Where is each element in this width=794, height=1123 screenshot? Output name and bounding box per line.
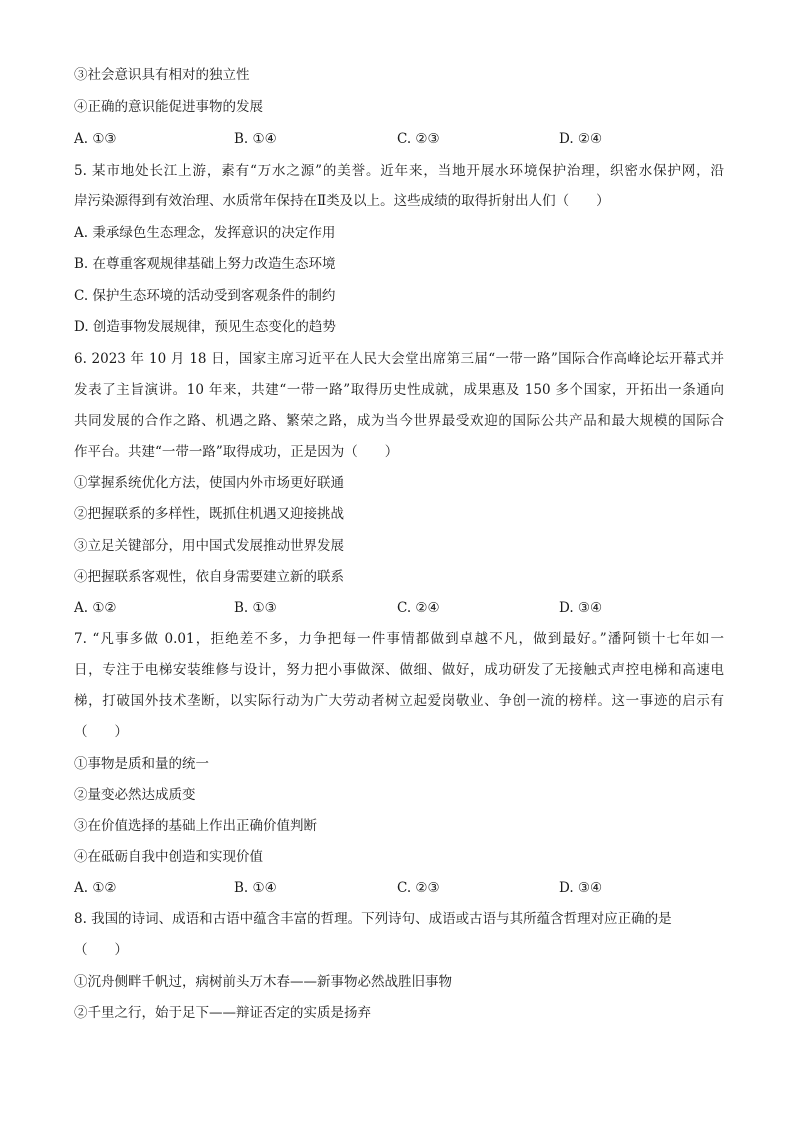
q6-statement-1: ①掌握系统优化方法，使国内外市场更好联通: [74, 475, 344, 491]
q7-statement-2: ②量变必然达成质变: [74, 787, 196, 803]
q7-statement-3: ③在价值选择的基础上作出正确价值判断: [74, 818, 317, 834]
q6-options: [74, 599, 724, 617]
q7-statement-4: ④在砥砺自我中创造和实现价值: [74, 849, 263, 865]
q6-option-b: B. ①③: [234, 600, 277, 616]
q7-stem-line-1: 7. “凡事多做 0.01，拒绝差不多，力争把每一件事情都做到卓越不凡，做到最好。”潘阿锁十七年如一: [74, 631, 724, 647]
q7-stem-line-2: 日，专注于电梯安装维修与设计，努力把小事做深、做细、做好，成功研发了无接触式声控电梯和高速电: [74, 662, 724, 678]
q7-option-b: B. ①④: [234, 880, 277, 896]
q5-stem-line-2: 岸污染源得到有效治理、水质常年保持在Ⅱ类及以上。这些成绩的取得折射出人们（ ）: [74, 193, 610, 209]
q8-statement-1: ①沉舟侧畔千帆过，病树前头万木春——新事物必然战胜旧事物: [74, 974, 452, 990]
q7-options: [74, 879, 724, 897]
q5-option-c: C. 保护生态环境的活动受到客观条件的制约: [74, 288, 336, 304]
q5-option-b: B. 在尊重客观规律基础上努力改造生态环境: [74, 256, 336, 272]
q6-stem-line-2: 发表了主旨演讲。10 年来，共建“一带一路”取得历史性成就，成果惠及 150 多个国家，开拓出一条通向: [74, 382, 724, 398]
q7-option-d: D. ③④: [559, 880, 603, 896]
q7-option-c: C. ②③: [397, 880, 440, 896]
q8-statement-2: ②千里之行，始于足下——辩证否定的实质是扬弃: [74, 1005, 371, 1021]
q4-option-a: A. ①③: [74, 131, 117, 147]
q6-stem-line-1: 6. 2023 年 10 月 18 日，国家主席习近平在人民大会堂出席第三届“一带一路”国际合作高峰论坛开幕式并: [74, 351, 724, 367]
q6-option-c: C. ②④: [397, 600, 440, 616]
q4-option-d: D. ②④: [559, 131, 603, 147]
q7-answer-blank: （ ）: [74, 724, 128, 740]
q7-statement-1: ①事物是质和量的统一: [74, 756, 209, 772]
q6-statement-4: ④把握联系客观性，依自身需要建立新的联系: [74, 569, 344, 585]
q5-stem-line-1: 5. 某市地处长江上游，素有“万水之源”的美誉。近年来，当地开展水环境保护治理，织密水保护网，沿: [74, 163, 724, 179]
statement-4: ④正确的意识能促进事物的发展: [74, 99, 263, 115]
q4-option-c: C. ②③: [397, 131, 440, 147]
q8-stem-line-1: 8. 我国的诗词、成语和古语中蕴含丰富的哲理。下列诗句、成语或古语与其所蕴含哲理对应正确的是: [74, 911, 672, 927]
q8-answer-blank: （ ）: [74, 942, 128, 958]
q6-statement-2: ②把握联系的多样性，既抓住机遇又迎接挑战: [74, 506, 344, 522]
q4-options: [74, 130, 724, 148]
q6-stem-line-3: 共同发展的合作之路、机遇之路、繁荣之路，成为当今世界最受欢迎的国际公共产品和最大规模的国际合: [74, 413, 724, 429]
q6-stem-line-4: 作平台。共建“一带一路”取得成功，正是因为（ ）: [74, 444, 399, 460]
q7-option-a: A. ①②: [74, 880, 117, 896]
q6-option-a: A. ①②: [74, 600, 117, 616]
q6-option-d: D. ③④: [559, 600, 603, 616]
q6-statement-3: ③立足关键部分，用中国式发展推动世界发展: [74, 538, 344, 554]
q5-option-d: D. 创造事物发展规律，预见生态变化的趋势: [74, 319, 336, 335]
q7-stem-line-3: 梯，打破国外技术垄断，以实际行动为广大劳动者树立起爱岗敬业、争创一流的榜样。这一事迹的启示有: [74, 693, 724, 709]
q4-option-b: B. ①④: [234, 131, 277, 147]
q5-option-a: A. 秉承绿色生态理念，发挥意识的决定作用: [74, 225, 336, 241]
statement-3: ③社会意识具有相对的独立性: [74, 67, 250, 83]
